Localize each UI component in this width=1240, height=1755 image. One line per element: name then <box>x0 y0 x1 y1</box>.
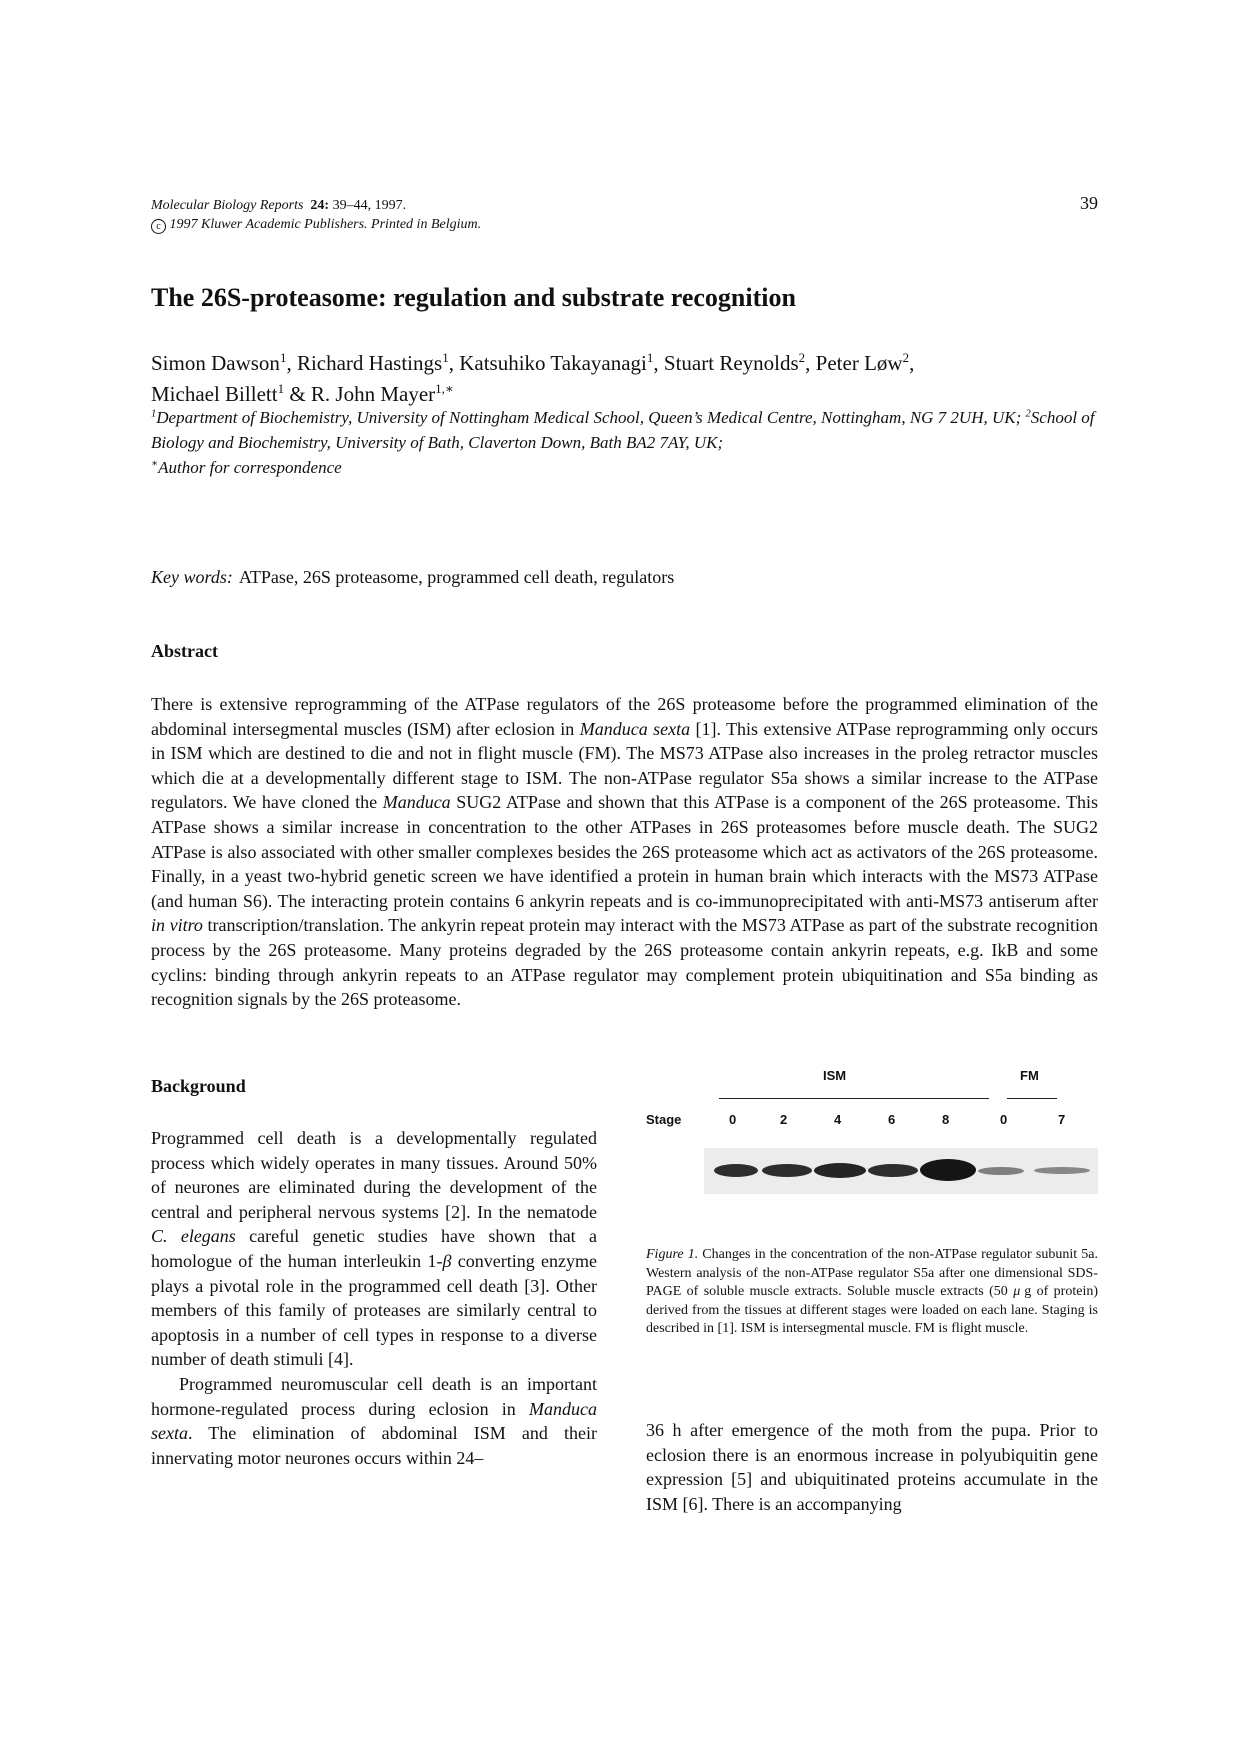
lane-label: 0 <box>729 1112 737 1127</box>
journal-citation: Molecular Biology Reports 24: 39–44, 1997. c 1997 Kluwer Academic Publishers. Printed in Belgium. <box>151 198 482 232</box>
paragraph: Programmed cell death is a developmentally regulated process which widely operates in many tissues. Around 50% of neurones are eliminated during the development of the central and peripheral nervous systems [2]. In the nematode C. elegans careful genetic studies have shown that a homologue of the human interleukin 1-β converting enzyme plays a pivotal role in the programmed cell death [3]. Other members of this family of proteases are similarly central to apoptosis in a number of cell types in response to a diverse number of death stimuli [4]. <box>151 1128 598 1370</box>
author-list: Simon Dawson$^1$, Richard Hastings$^1$, Katsuhiko Takayanagi$^1$, Stuart Reynolds$^2$, Peter Løw$^2$, Michael Billett$^1$ & R. John Mayer$^{1,∗}$ <box>151 350 915 406</box>
blot-image <box>704 1148 1098 1194</box>
figure-1-caption: Figure 1. Changes in the concentration of the non-ATPase regulator subunit 5a. Western analysis of the non-ATPase regulator S5a after one dimensional SDS-PAGE of soluble muscle extracts. Soluble muscle extracts (50 μ g of protein) derived from the tissues at different stages were loaded on each lane. Staging is described in [1]. ISM is intersegmental muscle. FM is flight muscle. <box>646 1247 1098 1337</box>
background-heading: Background <box>151 1076 246 1096</box>
blot-band <box>762 1164 812 1177</box>
paper-title: The 26S-proteasome: regulation and substrate recognition <box>151 283 796 312</box>
fm-group-rule <box>1007 1098 1057 1099</box>
author: Stuart Reynolds <box>663 351 799 375</box>
blot-band <box>978 1167 1024 1175</box>
abstract-heading: Abstract <box>151 641 218 661</box>
abstract-body: There is extensive reprogramming of the ATPase regulators of the 26S proteasome before the programmed elimination of the abdominal intersegmental muscles (ISM) after eclosion in Manduca sexta [1]. This extensive ATPase reprogramming only occurs in ISM which are destined to die and not in flight muscle (FM). The MS73 ATPase also increases in the proleg retractor muscles which die at a developmentally different stage to ISM. The non-ATPase regulator S5a shows a similar increase to the ATPase regulators. We have cloned the Manduca SUG2 ATPase and shown that this ATPase is a component of the 26S proteasome. This ATPase shows a similar increase in concentration to the other ATPases in 26S proteasomes before muscle death. The SUG2 ATPase is also associated with other smaller complexes besides the 26S proteasome which act as activators of the 26S proteasome. Finally, in a yeast two-hybrid genetic screen we have identified a protein in human brain which interacts with the MS73 ATPase (and human S6). The interacting protein contains 6 ankyrin repeats and is co-immunoprecipitated with anti-MS73 antiserum after in vitro transcription/translation. The ankyrin repeat protein may interact with the MS73 ATPase as part of the substrate recognition process by the 26S proteasome. Many proteins degraded by the 26S proteasome contain ankyrin repeats, e.g. IkB and some cyclins: binding through ankyrin repeats to an ATPase regulator may complement protein ubiquitination and S5a binding as recognition signals by the 26S proteasome. <box>151 694 1098 1010</box>
copyright-symbol: c <box>151 219 166 234</box>
author: R. John Mayer <box>310 382 436 406</box>
keywords-text: ATPase, 26S proteasome, programmed cell death, regulators <box>238 567 675 587</box>
lane-label: 8 <box>942 1112 950 1127</box>
paragraph: Programmed neuromuscular cell death is an important hormone-regulated process during eclosion in Manduca sexta. The elimination of abdominal ISM and their innervating motor neurones occurs within 24– <box>151 1373 597 1468</box>
author: Peter Løw <box>815 351 903 375</box>
caption-label: Figure 1. <box>646 1247 699 1262</box>
affiliations: $^1$Department of Biochemistry, University of Nottingham Medical School, Queen’s Medical Centre, Nottingham, NG 7 2UH, UK; $^2$School of Biology and Biochemistry, University of Bath, Claverton Down, Bath BA2 7AY, UK; ∗Author for correspondence <box>151 408 1095 477</box>
background-column-left <box>151 1126 597 1470</box>
lane-label: 6 <box>888 1112 896 1127</box>
group-label-fm: FM <box>1020 1068 1039 1083</box>
group-label-ism: ISM <box>823 1068 847 1083</box>
keywords-label: Key words: <box>151 567 233 587</box>
background-column-right: 36 h after emergence of the moth from the pupa. Prior to eclosion there is an enormous increase in polyubiquitin gene expression [5] and ubiquitinated proteins accumulate in the ISM [6]. There is an accompanying <box>646 1420 1098 1514</box>
blot-band <box>714 1164 758 1177</box>
blot-band <box>814 1163 866 1178</box>
blot-band <box>920 1159 976 1181</box>
author: Katsuhiko Takayanagi <box>459 351 647 375</box>
page-number: 39 <box>1080 193 1098 213</box>
keywords <box>151 567 674 588</box>
ism-group-rule <box>719 1098 989 1099</box>
stage-label: Stage <box>646 1112 682 1127</box>
author: Simon Dawson <box>151 351 280 375</box>
author: Richard Hastings <box>296 351 443 375</box>
lane-label: 2 <box>780 1112 788 1127</box>
lane-label: 7 <box>1058 1112 1066 1127</box>
figure-1-western-blot <box>646 1068 1098 1228</box>
lane-label: 0 <box>1000 1112 1008 1127</box>
blot-band <box>868 1164 918 1177</box>
blot-band <box>1034 1167 1090 1174</box>
author: Michael Billett <box>151 382 278 406</box>
lane-label: 4 <box>834 1112 842 1127</box>
